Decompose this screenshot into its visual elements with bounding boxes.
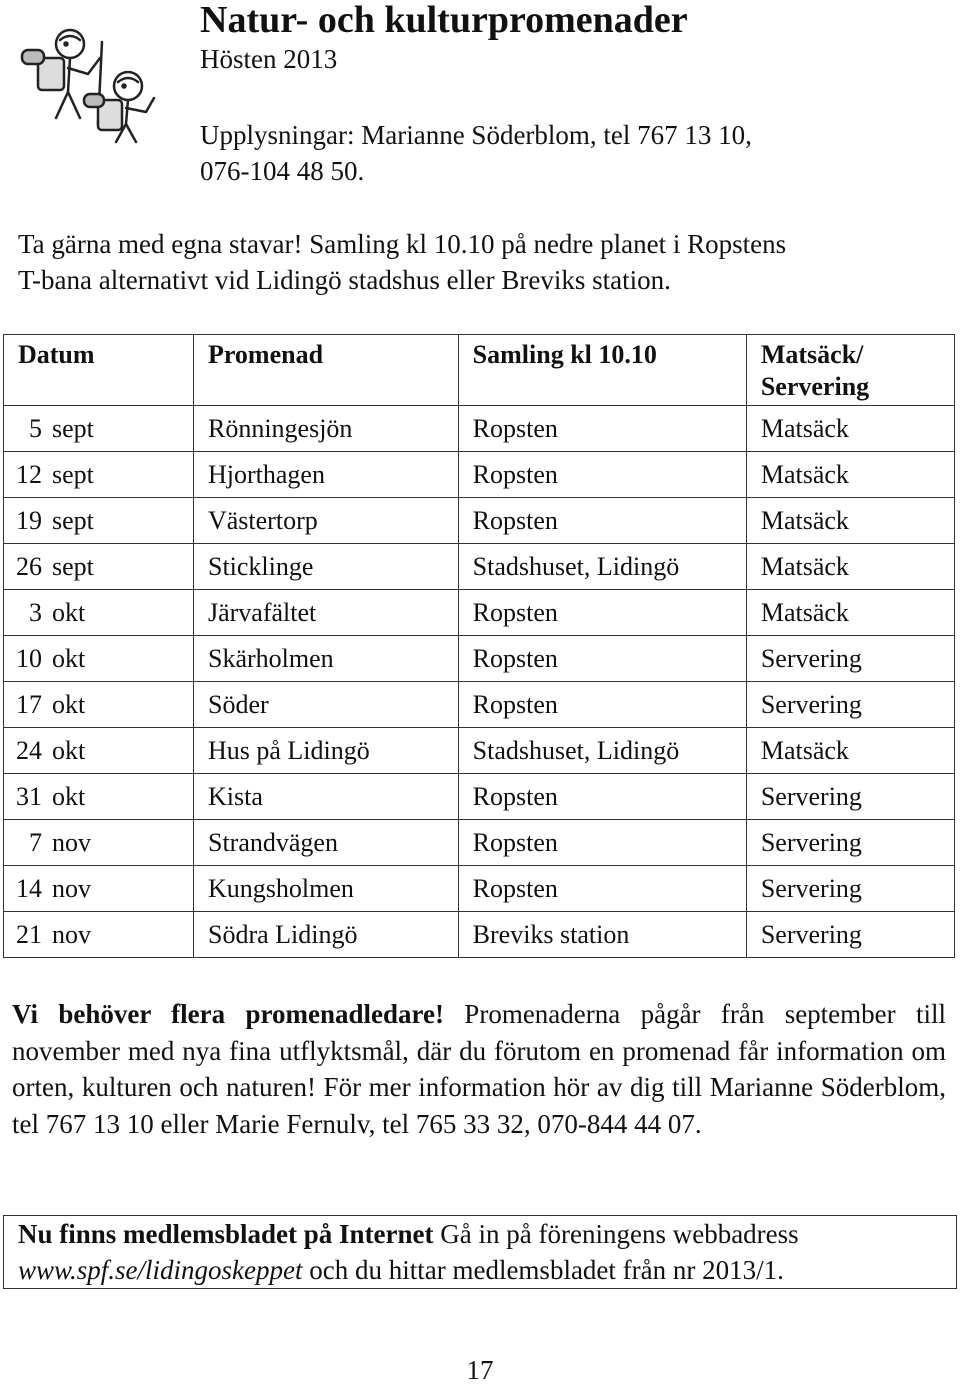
contact-line: Upplysningar: Marianne Söderblom, tel 767 13 10, bbox=[200, 120, 752, 150]
cell-walk: Sticklinge bbox=[193, 544, 458, 590]
leaders-text: Promenaderna pågår från september till november med nya fina utflyktsmål, där du förutom en promenad får information om orten, kulturen och naturen! För mer information hör av dig till Marianne Söderblom, tel 767 13 10 eller Marie Fernulv, tel 765 33 32, 070-844 44 07. bbox=[12, 999, 946, 1139]
cell-walk: Söder bbox=[193, 682, 458, 728]
cell-date bbox=[4, 912, 194, 958]
website-notice bbox=[3, 1215, 957, 1289]
cell-walk: Kista bbox=[193, 774, 458, 820]
page-subtitle: Hösten 2013 bbox=[200, 44, 338, 74]
cell-date bbox=[4, 544, 194, 590]
leaders-heading: Vi behöver flera promenadledare! bbox=[12, 999, 444, 1029]
cell-meeting: Ropsten bbox=[458, 636, 746, 682]
cell-date bbox=[4, 866, 194, 912]
table-row bbox=[4, 590, 955, 636]
date-day: 7 bbox=[29, 827, 42, 857]
table-row bbox=[4, 498, 955, 544]
date-day: 10 bbox=[16, 643, 42, 673]
cell-food: Servering bbox=[746, 820, 954, 866]
date-month: sept bbox=[52, 551, 94, 581]
date-month: okt bbox=[52, 781, 86, 811]
contact-info bbox=[200, 117, 900, 189]
date-month: nov bbox=[52, 919, 91, 949]
cell-food: Matsäck bbox=[746, 728, 954, 774]
cell-food: Servering bbox=[746, 912, 954, 958]
cell-meeting: Ropsten bbox=[458, 590, 746, 636]
date-day: 17 bbox=[16, 689, 42, 719]
cell-date bbox=[4, 498, 194, 544]
cell-date bbox=[4, 406, 194, 452]
date-day: 24 bbox=[16, 735, 42, 765]
table-header-row bbox=[4, 335, 955, 406]
header-food: Matsäck/ Servering bbox=[746, 335, 954, 406]
date-month: okt bbox=[52, 643, 86, 673]
schedule-table bbox=[3, 334, 955, 958]
cell-date bbox=[4, 682, 194, 728]
date-month: okt bbox=[52, 597, 86, 627]
table-row bbox=[4, 774, 955, 820]
cell-meeting: Ropsten bbox=[458, 498, 746, 544]
intro-line: Ta gärna med egna stavar! Samling kl 10.10 på nedre planet i Ropstens bbox=[18, 229, 787, 259]
date-month: sept bbox=[52, 413, 94, 443]
date-month: okt bbox=[52, 735, 86, 765]
page-title: Natur- och kulturpromenader bbox=[200, 0, 688, 41]
website-text-end: och du hittar medlemsbladet från nr 2013/1. bbox=[302, 1255, 784, 1285]
cell-meeting: Breviks station bbox=[458, 912, 746, 958]
cell-walk: Hjorthagen bbox=[193, 452, 458, 498]
table-row bbox=[4, 820, 955, 866]
date-month: okt bbox=[52, 689, 86, 719]
website-link[interactable]: www.spf.se/lidingoskeppet bbox=[18, 1255, 303, 1285]
website-heading: Nu finns medlemsbladet på Internet bbox=[18, 1219, 434, 1249]
cell-food: Matsäck bbox=[746, 452, 954, 498]
table-row bbox=[4, 682, 955, 728]
cell-meeting: Stadshuset, Lidingö bbox=[458, 544, 746, 590]
hikers-illustration bbox=[8, 14, 158, 144]
cell-walk: Södra Lidingö bbox=[193, 912, 458, 958]
cell-walk: Järvafältet bbox=[193, 590, 458, 636]
contact-line: 076-104 48 50. bbox=[200, 156, 365, 186]
header-walk: Promenad bbox=[193, 335, 458, 406]
cell-meeting: Ropsten bbox=[458, 452, 746, 498]
cell-meeting: Ropsten bbox=[458, 682, 746, 728]
cell-walk: Kungsholmen bbox=[193, 866, 458, 912]
cell-meeting: Ropsten bbox=[458, 406, 746, 452]
cell-walk: Rönningesjön bbox=[193, 406, 458, 452]
cell-date bbox=[4, 452, 194, 498]
cell-meeting: Stadshuset, Lidingö bbox=[458, 728, 746, 774]
date-day: 26 bbox=[16, 551, 42, 581]
table-row bbox=[4, 912, 955, 958]
cell-meeting: Ropsten bbox=[458, 774, 746, 820]
cell-walk: Strandvägen bbox=[193, 820, 458, 866]
cell-meeting: Ropsten bbox=[458, 866, 746, 912]
cell-date bbox=[4, 820, 194, 866]
header-meeting: Samling kl 10.10 bbox=[458, 335, 746, 406]
cell-meeting: Ropsten bbox=[458, 820, 746, 866]
table-row bbox=[4, 406, 955, 452]
cell-date bbox=[4, 728, 194, 774]
table-row bbox=[4, 544, 955, 590]
cell-walk: Västertorp bbox=[193, 498, 458, 544]
cell-food: Matsäck bbox=[746, 498, 954, 544]
cell-date bbox=[4, 636, 194, 682]
date-month: sept bbox=[52, 459, 94, 489]
table-row bbox=[4, 636, 955, 682]
table-row bbox=[4, 452, 955, 498]
date-day: 31 bbox=[16, 781, 42, 811]
intro-line: T-bana alternativt vid Lidingö stadshus eller Breviks station. bbox=[18, 265, 671, 295]
leaders-paragraph bbox=[3, 996, 955, 1142]
page-number: 17 bbox=[466, 1355, 494, 1385]
table-row bbox=[4, 728, 955, 774]
cell-food: Servering bbox=[746, 866, 954, 912]
date-day: 3 bbox=[29, 597, 42, 627]
cell-walk: Skärholmen bbox=[193, 636, 458, 682]
date-month: sept bbox=[52, 505, 94, 535]
cell-food: Servering bbox=[746, 636, 954, 682]
website-text: Gå in på föreningens webbadress bbox=[433, 1219, 799, 1249]
schedule-body bbox=[4, 406, 955, 958]
cell-food: Servering bbox=[746, 682, 954, 728]
date-month: nov bbox=[52, 873, 91, 903]
date-day: 12 bbox=[16, 459, 42, 489]
date-month: nov bbox=[52, 827, 91, 857]
cell-date bbox=[4, 774, 194, 820]
table-row bbox=[4, 866, 955, 912]
cell-food: Matsäck bbox=[746, 406, 954, 452]
cell-date bbox=[4, 590, 194, 636]
date-day: 5 bbox=[29, 413, 42, 443]
date-day: 14 bbox=[16, 873, 42, 903]
cell-walk: Hus på Lidingö bbox=[193, 728, 458, 774]
date-day: 19 bbox=[16, 505, 42, 535]
cell-food: Matsäck bbox=[746, 590, 954, 636]
intro-text bbox=[18, 226, 948, 298]
date-day: 21 bbox=[16, 919, 42, 949]
cell-food: Matsäck bbox=[746, 544, 954, 590]
cell-food: Servering bbox=[746, 774, 954, 820]
header-date: Datum bbox=[4, 335, 194, 406]
